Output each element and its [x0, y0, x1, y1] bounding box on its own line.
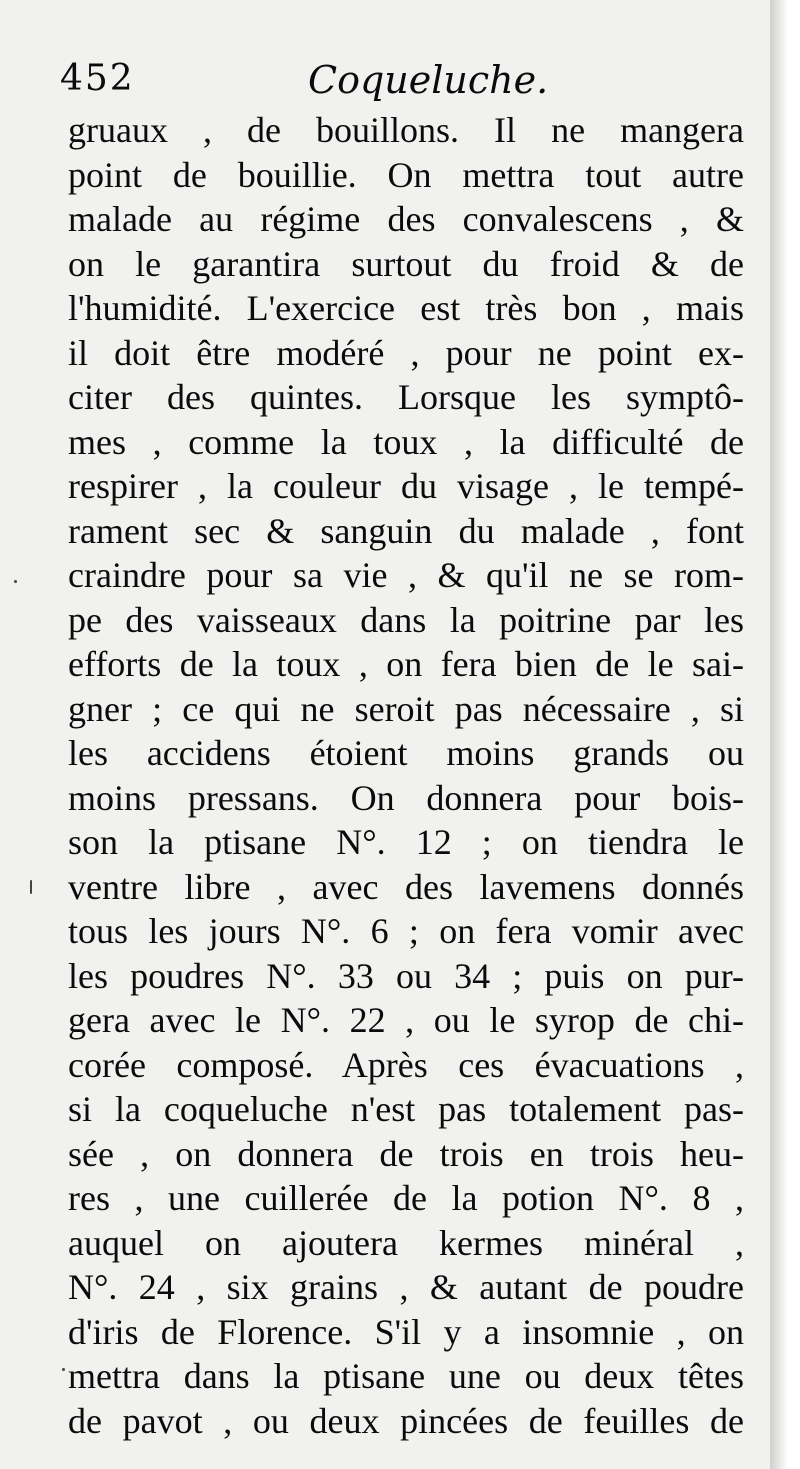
text-line: pe des vaisseaux dans la poitrine par les [68, 599, 744, 640]
page-edge [770, 0, 800, 1469]
text-line: ventre libre , avec des lavemens donnés [68, 866, 744, 907]
text-line: de pavot , ou deux pincées de feuilles de [68, 1400, 744, 1441]
text-line: rament sec & sanguin du malade , font [68, 510, 744, 551]
text-line: auquel on ajoutera kermes minéral , [68, 1222, 744, 1263]
paper-speck [62, 1368, 65, 1371]
text-line: gruaux , de bouillons. Il ne mangera [68, 110, 744, 150]
page-header [60, 58, 740, 114]
text-line: sée , on donnera de trois en trois heu- [68, 1133, 744, 1174]
running-title: Coqueluche. [308, 58, 549, 102]
text-line: on le garantira surtout du froid & de [68, 243, 744, 284]
text-line: citer des quintes. Lorsque les symptô- [68, 377, 744, 417]
paper-speck [14, 580, 17, 583]
text-line: l'humidité. L'exercice est très bon , mais [68, 288, 744, 328]
text-line: mes , comme la toux , la difficulté de [68, 421, 744, 462]
text-line: craindre pour sa vie , & qu'il ne se rom- [68, 555, 744, 595]
text-line: res , une cuillerée de la potion N°. 8 , [68, 1178, 744, 1218]
text-line: mettra dans la ptisane une ou deux têtes [68, 1356, 744, 1396]
text-line: efforts de la toux , on fera bien de le sai- [68, 644, 744, 684]
text-line: respirer , la couleur du visage , le tempé- [68, 466, 744, 506]
text-line: d'iris de Florence. S'il y a insomnie , on [68, 1311, 744, 1352]
paper-speck [30, 880, 32, 894]
text-line: moins pressans. On donnera pour bois- [68, 777, 744, 818]
text-line: tous les jours N°. 6 ; on fera vomir avec [68, 911, 744, 951]
text-line: les poudres N°. 33 ou 34 ; puis on pur- [68, 955, 744, 996]
text-line: il doit être modéré , pour ne point ex- [68, 332, 744, 373]
text-line: gera avec le N°. 22 , ou le syrop de chi- [68, 1000, 744, 1040]
text-line: point de bouillie. On mettra tout autre [68, 154, 744, 195]
text-line: N°. 24 , six grains , & autant de poudre [68, 1267, 744, 1307]
text-line: son la ptisane N°. 12 ; on tiendra le [68, 822, 744, 862]
text-line: gner ; ce qui ne seroit pas nécessaire , si [68, 688, 744, 729]
text-line: corée composé. Après ces évacuations , [68, 1044, 744, 1085]
text-line: malade au régime des convalescens , & [68, 199, 744, 239]
text-line: les accidens étoient moins grands ou [68, 733, 744, 773]
page-number: 452 [60, 58, 135, 99]
text-line: si la coqueluche n'est pas totalement pas- [68, 1089, 744, 1129]
body-text [68, 108, 744, 1443]
